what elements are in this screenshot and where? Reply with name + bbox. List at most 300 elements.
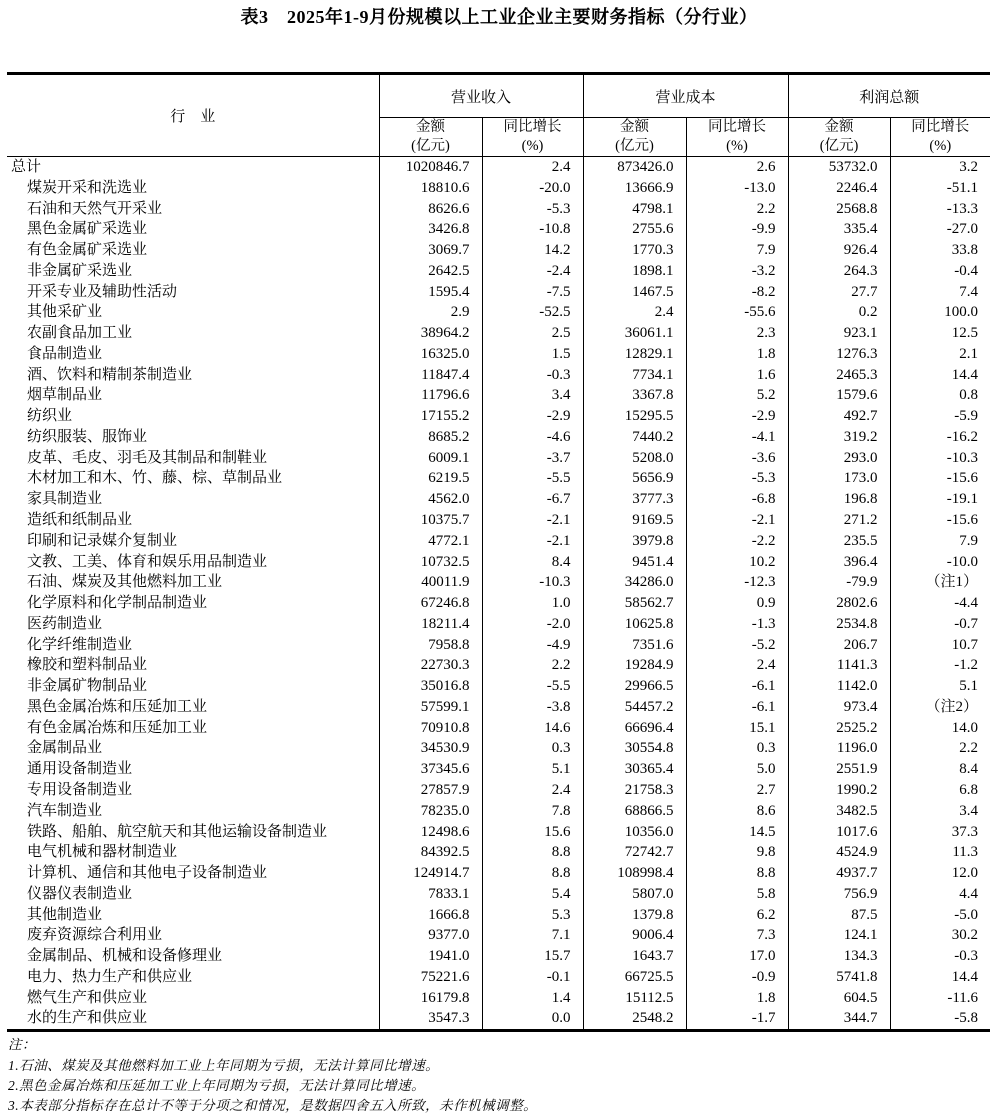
- profit-amount-cell: -79.9: [788, 572, 890, 593]
- profit-growth-cell: -5.8: [890, 1008, 990, 1030]
- cost-amount-cell: 4798.1: [583, 199, 686, 220]
- cost-growth-cell: 2.3: [686, 323, 788, 344]
- revenue-amount-cell: 8685.2: [379, 427, 482, 448]
- revenue-amount-cell: 27857.9: [379, 780, 482, 801]
- table-row: [7, 905, 990, 926]
- cost-growth-cell: -2.9: [686, 406, 788, 427]
- note-item-3: 3.本表部分指标存在总计不等于分项之和情况，是数据四舍五入所致，未作机械调整。: [8, 1098, 538, 1114]
- profit-growth-cell: 100.0: [890, 302, 990, 323]
- table-row: [7, 489, 990, 510]
- cost-growth-cell: -1.7: [686, 1008, 788, 1030]
- cost-amount-cell: 12829.1: [583, 344, 686, 365]
- profit-amount-cell: 235.5: [788, 531, 890, 552]
- industry-cell: 水的生产和供应业: [27, 1010, 148, 1027]
- profit-growth-cell: 14.4: [890, 365, 990, 386]
- industry-cell: 煤炭开采和洗选业: [27, 179, 148, 196]
- table-row: [7, 468, 990, 489]
- cost-amount-cell: 29966.5: [583, 676, 686, 697]
- industry-cell: 黑色金属冶炼和压延加工业: [27, 698, 208, 715]
- cost-amount-cell: 3367.8: [583, 385, 686, 406]
- revenue-growth-cell: -20.0: [482, 178, 583, 199]
- table-row: [7, 219, 990, 240]
- profit-growth-cell: 8.4: [890, 759, 990, 780]
- amount-label: 金额: [824, 119, 854, 135]
- profit-amount-cell: 604.5: [788, 988, 890, 1009]
- profit-growth-cell: 10.7: [890, 635, 990, 656]
- revenue-amount-cell: 11796.6: [379, 385, 482, 406]
- revenue-amount-cell: 84392.5: [379, 842, 482, 863]
- profit-growth-cell: 11.3: [890, 842, 990, 863]
- cost-growth-cell: 2.2: [686, 199, 788, 220]
- cost-growth-cell: -3.2: [686, 261, 788, 282]
- cost-amount-cell: 15295.5: [583, 406, 686, 427]
- cost-growth-cell: 2.7: [686, 780, 788, 801]
- revenue-growth-cell: 5.1: [482, 759, 583, 780]
- cost-amount-cell: 2755.6: [583, 219, 686, 240]
- column-header-cost-amount: [583, 118, 686, 157]
- profit-growth-cell: -15.6: [890, 510, 990, 531]
- cost-growth-cell: 7.3: [686, 925, 788, 946]
- profit-growth-cell: 5.1: [890, 676, 990, 697]
- profit-growth-cell: 33.8: [890, 240, 990, 261]
- industry-cell: 金属制品、机械和设备修理业: [27, 948, 223, 965]
- column-header-revenue-growth: [482, 118, 583, 157]
- revenue-amount-cell: 37345.6: [379, 759, 482, 780]
- revenue-amount-cell: 2642.5: [379, 261, 482, 282]
- profit-amount-cell: 2465.3: [788, 365, 890, 386]
- revenue-growth-cell: 5.3: [482, 905, 583, 926]
- table-row: [7, 863, 990, 884]
- table-row: [7, 427, 990, 448]
- profit-growth-cell: -11.6: [890, 988, 990, 1009]
- table-row: [7, 240, 990, 261]
- industry-cell: 仪器仪表制造业: [27, 885, 133, 902]
- profit-growth-cell: -5.0: [890, 905, 990, 926]
- profit-growth-cell: 3.4: [890, 801, 990, 822]
- cost-growth-cell: -55.6: [686, 302, 788, 323]
- page-title: 表3 2025年1-9月份规模以上工业企业主要财务指标（分行业）: [240, 7, 758, 27]
- revenue-growth-cell: 5.4: [482, 884, 583, 905]
- profit-amount-cell: 0.2: [788, 302, 890, 323]
- revenue-amount-cell: 10732.5: [379, 552, 482, 573]
- column-header-profit-growth: [890, 118, 990, 157]
- revenue-amount-cell: 3426.8: [379, 219, 482, 240]
- cost-growth-cell: 1.8: [686, 988, 788, 1009]
- table-row: [7, 510, 990, 531]
- revenue-growth-cell: -10.3: [482, 572, 583, 593]
- table-row: [7, 738, 990, 759]
- profit-growth-cell: 12.5: [890, 323, 990, 344]
- revenue-growth-cell: 1.5: [482, 344, 583, 365]
- table-row: [7, 1008, 990, 1030]
- cost-amount-cell: 13666.9: [583, 178, 686, 199]
- revenue-amount-cell: 4772.1: [379, 531, 482, 552]
- cost-amount-cell: 30365.4: [583, 759, 686, 780]
- industry-cell: 废弃资源综合利用业: [27, 927, 163, 944]
- table-row: [7, 842, 990, 863]
- profit-growth-cell: 3.2: [890, 157, 990, 178]
- growth-unit: (%): [929, 138, 952, 154]
- revenue-growth-cell: 7.1: [482, 925, 583, 946]
- profit-amount-cell: 396.4: [788, 552, 890, 573]
- profit-growth-cell: -0.4: [890, 261, 990, 282]
- profit-growth-cell: 7.9: [890, 531, 990, 552]
- cost-growth-cell: 6.2: [686, 905, 788, 926]
- revenue-amount-cell: 22730.3: [379, 655, 482, 676]
- industry-cell: 橡胶和塑料制品业: [27, 657, 148, 674]
- profit-amount-cell: 124.1: [788, 925, 890, 946]
- revenue-amount-cell: 1020846.7: [379, 157, 482, 178]
- cost-amount-cell: 2.4: [583, 302, 686, 323]
- revenue-amount-cell: 38964.2: [379, 323, 482, 344]
- cost-amount-cell: 19284.9: [583, 655, 686, 676]
- industry-cell: 非金属矿物制品业: [27, 678, 148, 695]
- revenue-amount-cell: 1595.4: [379, 282, 482, 303]
- profit-amount-cell: 2568.8: [788, 199, 890, 220]
- profit-growth-cell: -0.7: [890, 614, 990, 635]
- cost-growth-cell: 10.2: [686, 552, 788, 573]
- revenue-amount-cell: 3069.7: [379, 240, 482, 261]
- industry-cell: 烟草制品业: [27, 387, 103, 404]
- table-row: [7, 697, 990, 718]
- cost-amount-cell: 873426.0: [583, 157, 686, 178]
- cost-growth-cell: -2.2: [686, 531, 788, 552]
- cost-growth-cell: 8.6: [686, 801, 788, 822]
- industry-cell: 计算机、通信和其他电子设备制造业: [27, 865, 268, 882]
- column-header-revenue-amount: [379, 118, 482, 157]
- cost-amount-cell: 1898.1: [583, 261, 686, 282]
- revenue-growth-cell: 15.6: [482, 822, 583, 843]
- revenue-amount-cell: 10375.7: [379, 510, 482, 531]
- profit-amount-cell: 1017.6: [788, 822, 890, 843]
- financial-indicators-table: [7, 72, 990, 1032]
- amount-unit: (亿元): [819, 138, 859, 154]
- profit-growth-cell: 4.4: [890, 884, 990, 905]
- industry-cell: 有色金属矿采选业: [27, 242, 148, 259]
- profit-growth-cell: 7.4: [890, 282, 990, 303]
- revenue-growth-cell: 2.5: [482, 323, 583, 344]
- amount-unit: (亿元): [411, 138, 450, 154]
- revenue-growth-cell: 14.6: [482, 718, 583, 739]
- table-row: [7, 967, 990, 988]
- profit-growth-cell: -16.2: [890, 427, 990, 448]
- profit-amount-cell: 1196.0: [788, 738, 890, 759]
- profit-amount-cell: 344.7: [788, 1008, 890, 1030]
- industry-cell: 铁路、船舶、航空航天和其他运输设备制造业: [27, 823, 328, 840]
- profit-growth-cell: -4.4: [890, 593, 990, 614]
- revenue-amount-cell: 34530.9: [379, 738, 482, 759]
- industry-cell: 化学纤维制造业: [27, 636, 133, 653]
- column-group-operating-revenue: 营业收入: [379, 74, 583, 118]
- revenue-growth-cell: -2.0: [482, 614, 583, 635]
- industry-cell: 燃气生产和供应业: [27, 989, 148, 1006]
- profit-amount-cell: 2534.8: [788, 614, 890, 635]
- profit-amount-cell: 4524.9: [788, 842, 890, 863]
- revenue-growth-cell: -4.6: [482, 427, 583, 448]
- cost-amount-cell: 7351.6: [583, 635, 686, 656]
- column-group-operating-cost: 营业成本: [583, 74, 788, 118]
- revenue-growth-cell: 15.7: [482, 946, 583, 967]
- cost-amount-cell: 9451.4: [583, 552, 686, 573]
- table-row: [7, 822, 990, 843]
- industry-cell: 专用设备制造业: [27, 781, 133, 798]
- profit-growth-cell: -13.3: [890, 199, 990, 220]
- table-row: [7, 801, 990, 822]
- table-row: [7, 780, 990, 801]
- profit-amount-cell: 335.4: [788, 219, 890, 240]
- industry-cell: 电力、热力生产和供应业: [27, 968, 193, 985]
- table-row: [7, 365, 990, 386]
- profit-growth-cell: -1.2: [890, 655, 990, 676]
- revenue-amount-cell: 124914.7: [379, 863, 482, 884]
- profit-amount-cell: 2551.9: [788, 759, 890, 780]
- column-header-cost-growth: [686, 118, 788, 157]
- revenue-growth-cell: -52.5: [482, 302, 583, 323]
- revenue-amount-cell: 18810.6: [379, 178, 482, 199]
- profit-amount-cell: 2246.4: [788, 178, 890, 199]
- revenue-growth-cell: 0.3: [482, 738, 583, 759]
- revenue-amount-cell: 18211.4: [379, 614, 482, 635]
- profit-amount-cell: 264.3: [788, 261, 890, 282]
- industry-cell: 石油和天然气开采业: [27, 200, 163, 217]
- profit-amount-cell: 1142.0: [788, 676, 890, 697]
- revenue-growth-cell: -6.7: [482, 489, 583, 510]
- profit-amount-cell: 3482.5: [788, 801, 890, 822]
- table-row: [7, 655, 990, 676]
- revenue-growth-cell: -2.1: [482, 510, 583, 531]
- cost-amount-cell: 72742.7: [583, 842, 686, 863]
- cost-growth-cell: -8.2: [686, 282, 788, 303]
- cost-amount-cell: 34286.0: [583, 572, 686, 593]
- cost-amount-cell: 10625.8: [583, 614, 686, 635]
- revenue-growth-cell: -5.3: [482, 199, 583, 220]
- profit-amount-cell: 134.3: [788, 946, 890, 967]
- industry-cell: 医药制造业: [27, 615, 103, 632]
- profit-growth-cell: 12.0: [890, 863, 990, 884]
- table-row: [7, 593, 990, 614]
- profit-amount-cell: 492.7: [788, 406, 890, 427]
- cost-amount-cell: 30554.8: [583, 738, 686, 759]
- revenue-growth-cell: -0.3: [482, 365, 583, 386]
- profit-amount-cell: 2525.2: [788, 718, 890, 739]
- revenue-growth-cell: -10.8: [482, 219, 583, 240]
- profit-amount-cell: 173.0: [788, 468, 890, 489]
- profit-growth-cell: 30.2: [890, 925, 990, 946]
- revenue-growth-cell: -2.9: [482, 406, 583, 427]
- table-row: [7, 157, 990, 178]
- cost-growth-cell: -6.8: [686, 489, 788, 510]
- cost-amount-cell: 66725.5: [583, 967, 686, 988]
- notes-label: 注：: [8, 1037, 36, 1053]
- revenue-amount-cell: 6219.5: [379, 468, 482, 489]
- revenue-amount-cell: 70910.8: [379, 718, 482, 739]
- cost-growth-cell: 17.0: [686, 946, 788, 967]
- note-item-2: 2.黑色金属冶炼和压延加工业上年同期为亏损，无法计算同比增速。: [8, 1077, 426, 1093]
- profit-growth-cell: 2.1: [890, 344, 990, 365]
- table-row: [7, 718, 990, 739]
- industry-cell: 其他采矿业: [27, 304, 103, 321]
- revenue-growth-cell: -2.4: [482, 261, 583, 282]
- column-group-total-profit: 利润总额: [788, 74, 990, 118]
- profit-growth-cell: -10.3: [890, 448, 990, 469]
- industry-cell: 有色金属冶炼和压延加工业: [27, 719, 208, 736]
- industry-cell: 开采专业及辅助性活动: [27, 283, 178, 300]
- cost-amount-cell: 108998.4: [583, 863, 686, 884]
- profit-amount-cell: 4937.7: [788, 863, 890, 884]
- revenue-growth-cell: 7.8: [482, 801, 583, 822]
- profit-amount-cell: 206.7: [788, 635, 890, 656]
- revenue-amount-cell: 9377.0: [379, 925, 482, 946]
- table-row: [7, 199, 990, 220]
- profit-growth-cell: -27.0: [890, 219, 990, 240]
- revenue-growth-cell: -4.9: [482, 635, 583, 656]
- column-header-industry: 行 业: [7, 74, 379, 157]
- industry-cell: 纺织业: [27, 408, 73, 425]
- cost-amount-cell: 1643.7: [583, 946, 686, 967]
- profit-amount-cell: 1990.2: [788, 780, 890, 801]
- cost-growth-cell: 0.3: [686, 738, 788, 759]
- revenue-growth-cell: 1.4: [482, 988, 583, 1009]
- cost-amount-cell: 5656.9: [583, 468, 686, 489]
- growth-label: 同比增长: [911, 119, 970, 135]
- industry-cell: 化学原料和化学制品制造业: [27, 595, 208, 612]
- table-row: [7, 282, 990, 303]
- industry-cell: 电气机械和器材制造业: [27, 844, 178, 861]
- industry-cell: 农副食品加工业: [27, 325, 133, 342]
- revenue-amount-cell: 11847.4: [379, 365, 482, 386]
- revenue-growth-cell: -2.1: [482, 531, 583, 552]
- revenue-amount-cell: 12498.6: [379, 822, 482, 843]
- industry-cell: 总计: [11, 159, 42, 175]
- revenue-growth-cell: 0.0: [482, 1008, 583, 1030]
- table-row: [7, 635, 990, 656]
- industry-cell: 其他制造业: [27, 906, 103, 923]
- industry-cell: 非金属矿采选业: [27, 262, 133, 279]
- cost-growth-cell: 2.4: [686, 655, 788, 676]
- cost-amount-cell: 1467.5: [583, 282, 686, 303]
- growth-unit: (%): [521, 138, 544, 154]
- industry-cell: 黑色金属矿采选业: [27, 221, 148, 238]
- table-row: [7, 676, 990, 697]
- industry-cell: 文教、工美、体育和娱乐用品制造业: [27, 553, 268, 570]
- revenue-growth-cell: 2.4: [482, 157, 583, 178]
- table-body: [7, 157, 990, 1031]
- revenue-amount-cell: 16179.8: [379, 988, 482, 1009]
- revenue-growth-cell: 8.8: [482, 842, 583, 863]
- profit-amount-cell: 2802.6: [788, 593, 890, 614]
- cost-amount-cell: 2548.2: [583, 1008, 686, 1030]
- cost-growth-cell: 5.8: [686, 884, 788, 905]
- cost-growth-cell: 1.8: [686, 344, 788, 365]
- profit-growth-cell: -10.0: [890, 552, 990, 573]
- profit-growth-cell: -51.1: [890, 178, 990, 199]
- cost-growth-cell: 0.9: [686, 593, 788, 614]
- cost-growth-cell: -0.9: [686, 967, 788, 988]
- revenue-growth-cell: -3.7: [482, 448, 583, 469]
- revenue-amount-cell: 75221.6: [379, 967, 482, 988]
- column-header-profit-amount: [788, 118, 890, 157]
- profit-growth-cell: 14.4: [890, 967, 990, 988]
- revenue-amount-cell: 57599.1: [379, 697, 482, 718]
- revenue-amount-cell: 17155.2: [379, 406, 482, 427]
- growth-label: 同比增长: [708, 119, 767, 135]
- profit-growth-cell: 0.8: [890, 385, 990, 406]
- table-row: [7, 552, 990, 573]
- table-row: [7, 572, 990, 593]
- cost-growth-cell: 9.8: [686, 842, 788, 863]
- cost-growth-cell: 5.2: [686, 385, 788, 406]
- growth-unit: (%): [726, 138, 748, 154]
- revenue-amount-cell: 1666.8: [379, 905, 482, 926]
- cost-amount-cell: 10356.0: [583, 822, 686, 843]
- table-row: [7, 178, 990, 199]
- cost-growth-cell: -4.1: [686, 427, 788, 448]
- header-group-row: [7, 74, 990, 118]
- cost-growth-cell: -5.2: [686, 635, 788, 656]
- cost-amount-cell: 9006.4: [583, 925, 686, 946]
- table-row: [7, 323, 990, 344]
- industry-cell: 汽车制造业: [27, 802, 103, 819]
- revenue-amount-cell: 67246.8: [379, 593, 482, 614]
- revenue-amount-cell: 1941.0: [379, 946, 482, 967]
- profit-growth-cell: 6.8: [890, 780, 990, 801]
- cost-growth-cell: -9.9: [686, 219, 788, 240]
- table-row: [7, 406, 990, 427]
- table-row: [7, 261, 990, 282]
- profit-amount-cell: 5741.8: [788, 967, 890, 988]
- cost-growth-cell: 15.1: [686, 718, 788, 739]
- growth-label: 同比增长: [503, 119, 562, 135]
- table-row: [7, 614, 990, 635]
- revenue-amount-cell: 2.9: [379, 302, 482, 323]
- profit-amount-cell: 1579.6: [788, 385, 890, 406]
- profit-growth-cell: 14.0: [890, 718, 990, 739]
- profit-amount-cell: 1276.3: [788, 344, 890, 365]
- revenue-amount-cell: 7958.8: [379, 635, 482, 656]
- revenue-growth-cell: 2.4: [482, 780, 583, 801]
- revenue-growth-cell: -7.5: [482, 282, 583, 303]
- revenue-amount-cell: 7833.1: [379, 884, 482, 905]
- revenue-amount-cell: 35016.8: [379, 676, 482, 697]
- cost-amount-cell: 15112.5: [583, 988, 686, 1009]
- cost-amount-cell: 68866.5: [583, 801, 686, 822]
- industry-cell: 食品制造业: [27, 345, 103, 362]
- revenue-amount-cell: 8626.6: [379, 199, 482, 220]
- industry-cell: 印刷和记录媒介复制业: [27, 532, 178, 549]
- cost-amount-cell: 54457.2: [583, 697, 686, 718]
- profit-amount-cell: 973.4: [788, 697, 890, 718]
- cost-growth-cell: 8.8: [686, 863, 788, 884]
- industry-cell: 家具制造业: [27, 491, 103, 508]
- table-row: [7, 302, 990, 323]
- cost-growth-cell: -2.1: [686, 510, 788, 531]
- revenue-growth-cell: 14.2: [482, 240, 583, 261]
- revenue-amount-cell: 16325.0: [379, 344, 482, 365]
- profit-amount-cell: 27.7: [788, 282, 890, 303]
- table-row: [7, 925, 990, 946]
- cost-amount-cell: 36061.1: [583, 323, 686, 344]
- cost-amount-cell: 66696.4: [583, 718, 686, 739]
- revenue-amount-cell: 4562.0: [379, 489, 482, 510]
- industry-cell: 通用设备制造业: [27, 761, 133, 778]
- revenue-growth-cell: -3.8: [482, 697, 583, 718]
- profit-amount-cell: 923.1: [788, 323, 890, 344]
- revenue-growth-cell: 8.8: [482, 863, 583, 884]
- revenue-amount-cell: 3547.3: [379, 1008, 482, 1030]
- cost-amount-cell: 21758.3: [583, 780, 686, 801]
- table-notes: [8, 1035, 998, 1117]
- revenue-amount-cell: 40011.9: [379, 572, 482, 593]
